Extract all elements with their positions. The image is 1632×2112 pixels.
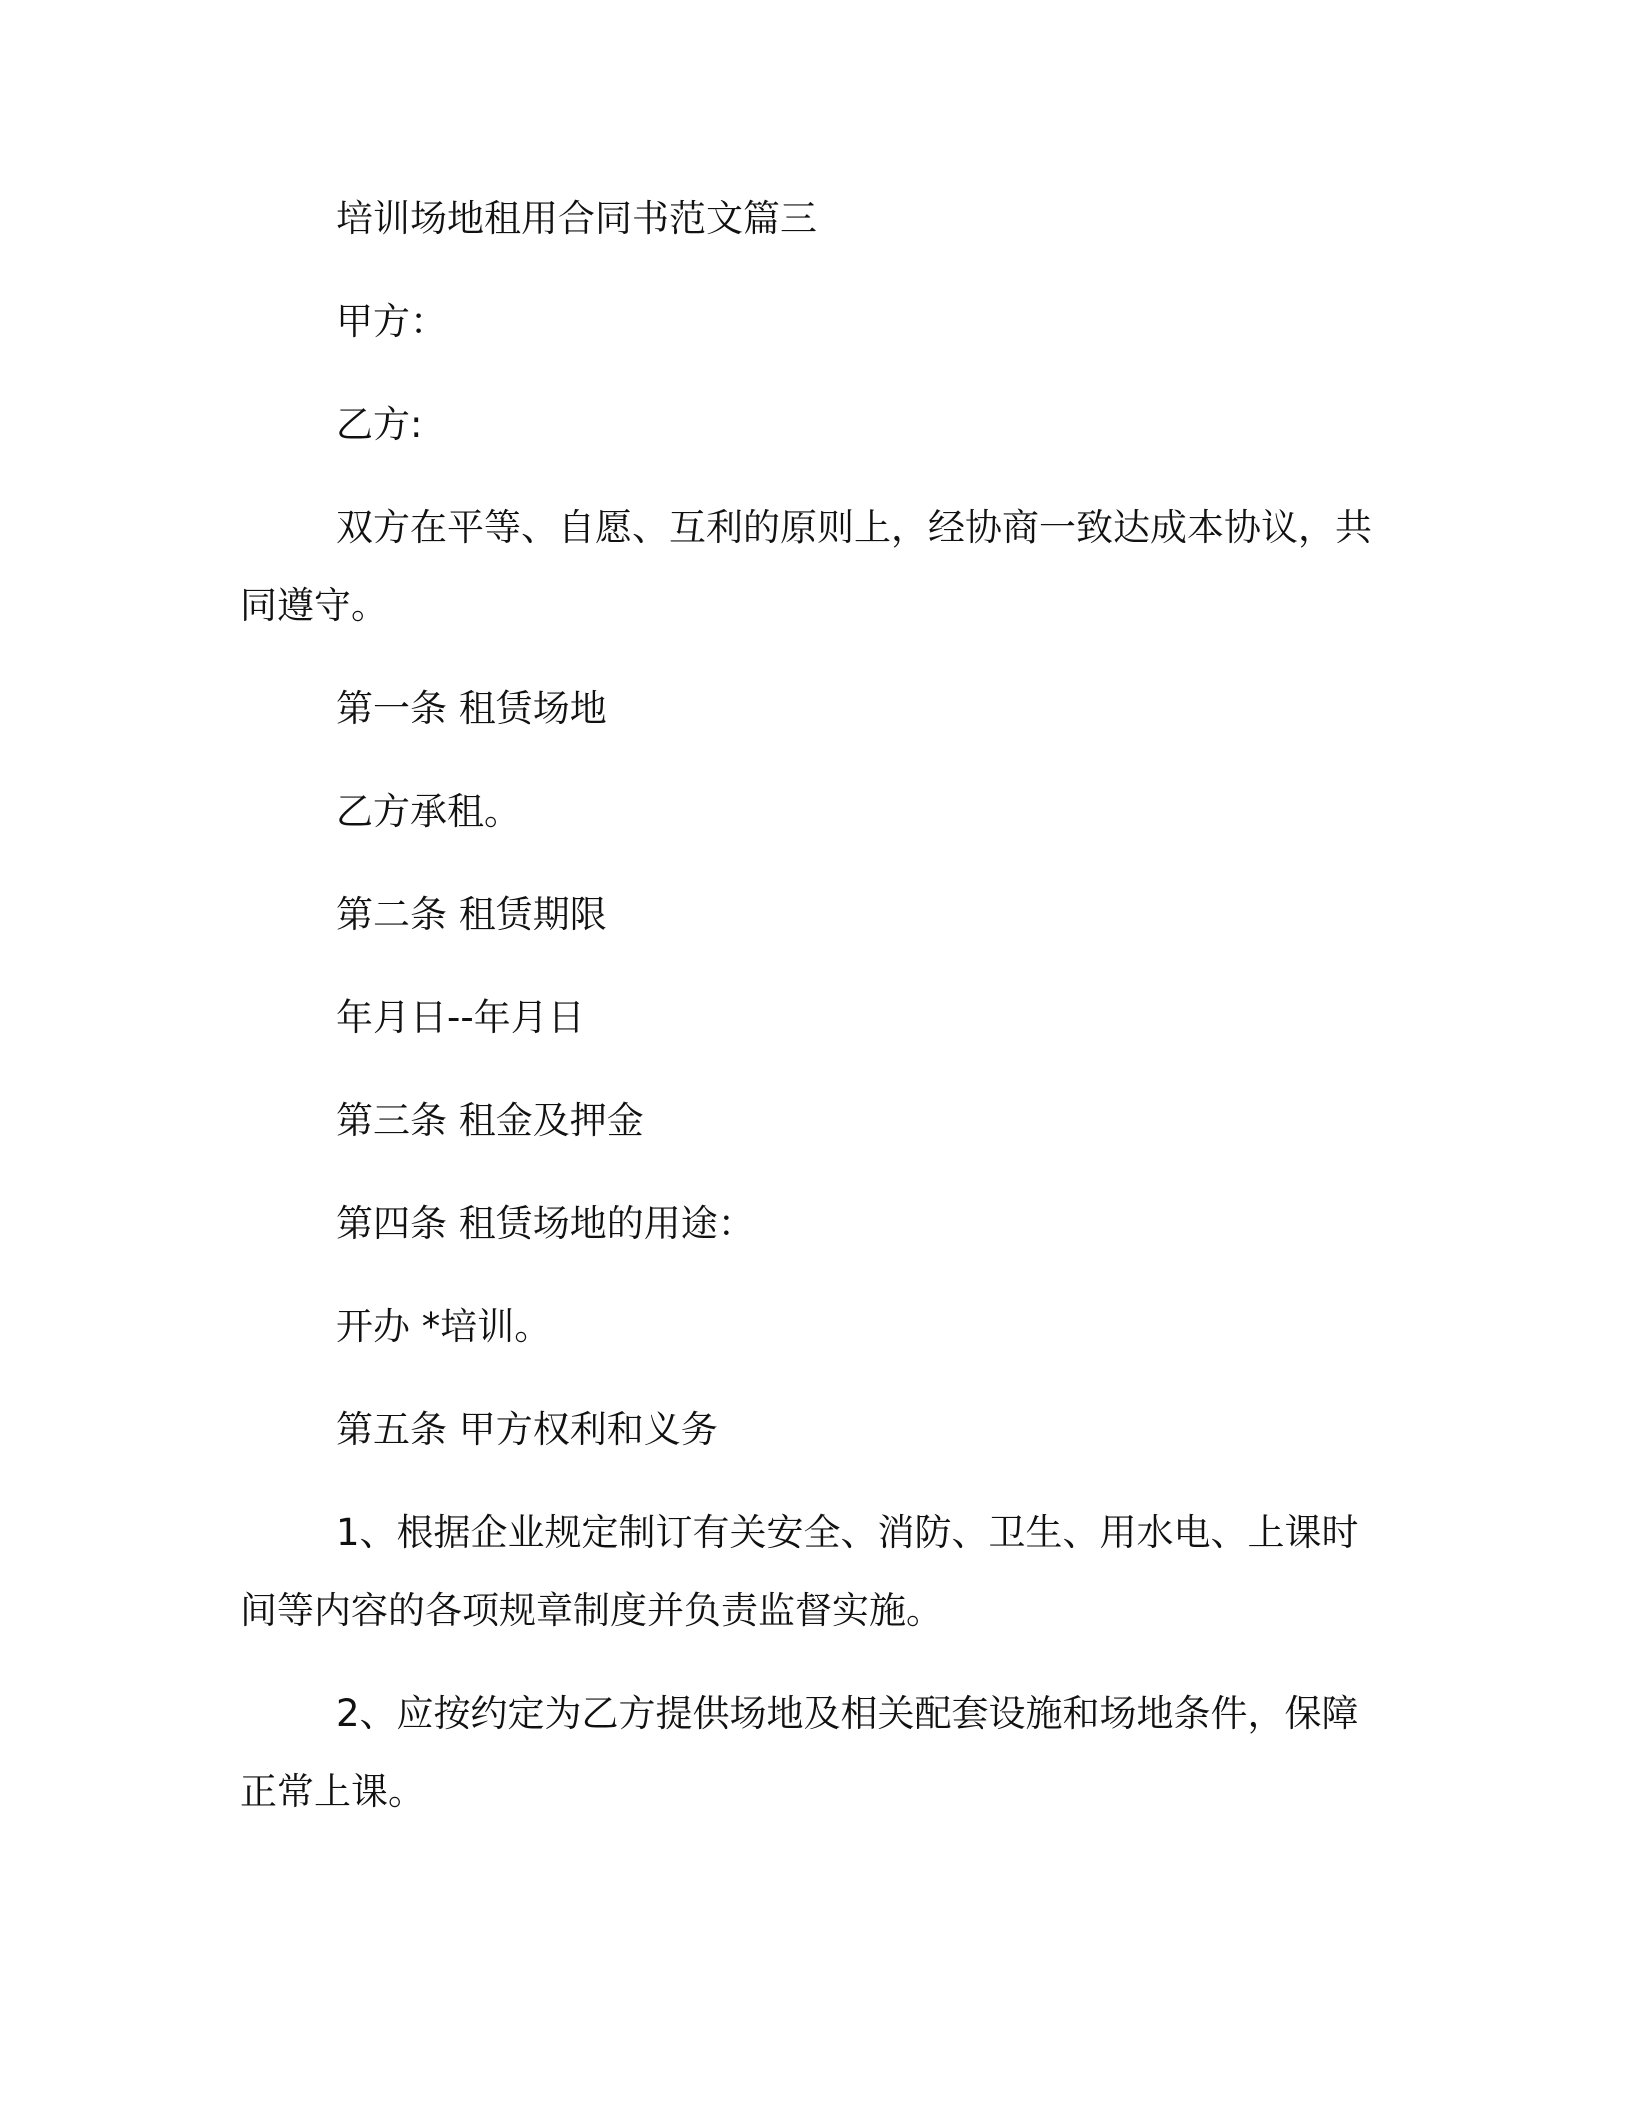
preamble-paragraph: 双方在平等、自愿、互利的原则上，经协商一致达成本协议，共同遵守。 bbox=[240, 506, 1372, 627]
article-2-text: 年月日--年月日 bbox=[336, 996, 585, 1039]
article-2-heading: 第二条 租赁期限 bbox=[336, 893, 607, 936]
article-4-text: 开办 *培训。 bbox=[336, 1305, 552, 1348]
article-5-item-1: 1、根据企业规定制订有关安全、消防、卫生、用水电、上课时间等内容的各项规章制度并负责监督实施。 bbox=[240, 1511, 1359, 1632]
article-4-heading: 第四条 租赁场地的用途： bbox=[336, 1202, 755, 1245]
document-body bbox=[240, 180, 1380, 1856]
article-1-text: 乙方承租。 bbox=[336, 790, 521, 833]
party-a-line: 甲方： bbox=[336, 300, 447, 343]
article-1-heading: 第一条 租赁场地 bbox=[336, 687, 607, 730]
document-title: 培训场地租用合同书范文篇三 bbox=[336, 197, 817, 240]
party-b-line: 乙方: bbox=[336, 403, 423, 446]
article-5-item-2: 2、应按约定为乙方提供场地及相关配套设施和场地条件，保障正常上课。 bbox=[240, 1692, 1359, 1813]
article-3-heading: 第三条 租金及押金 bbox=[336, 1099, 644, 1142]
article-5-heading: 第五条 甲方权利和义务 bbox=[336, 1408, 718, 1451]
